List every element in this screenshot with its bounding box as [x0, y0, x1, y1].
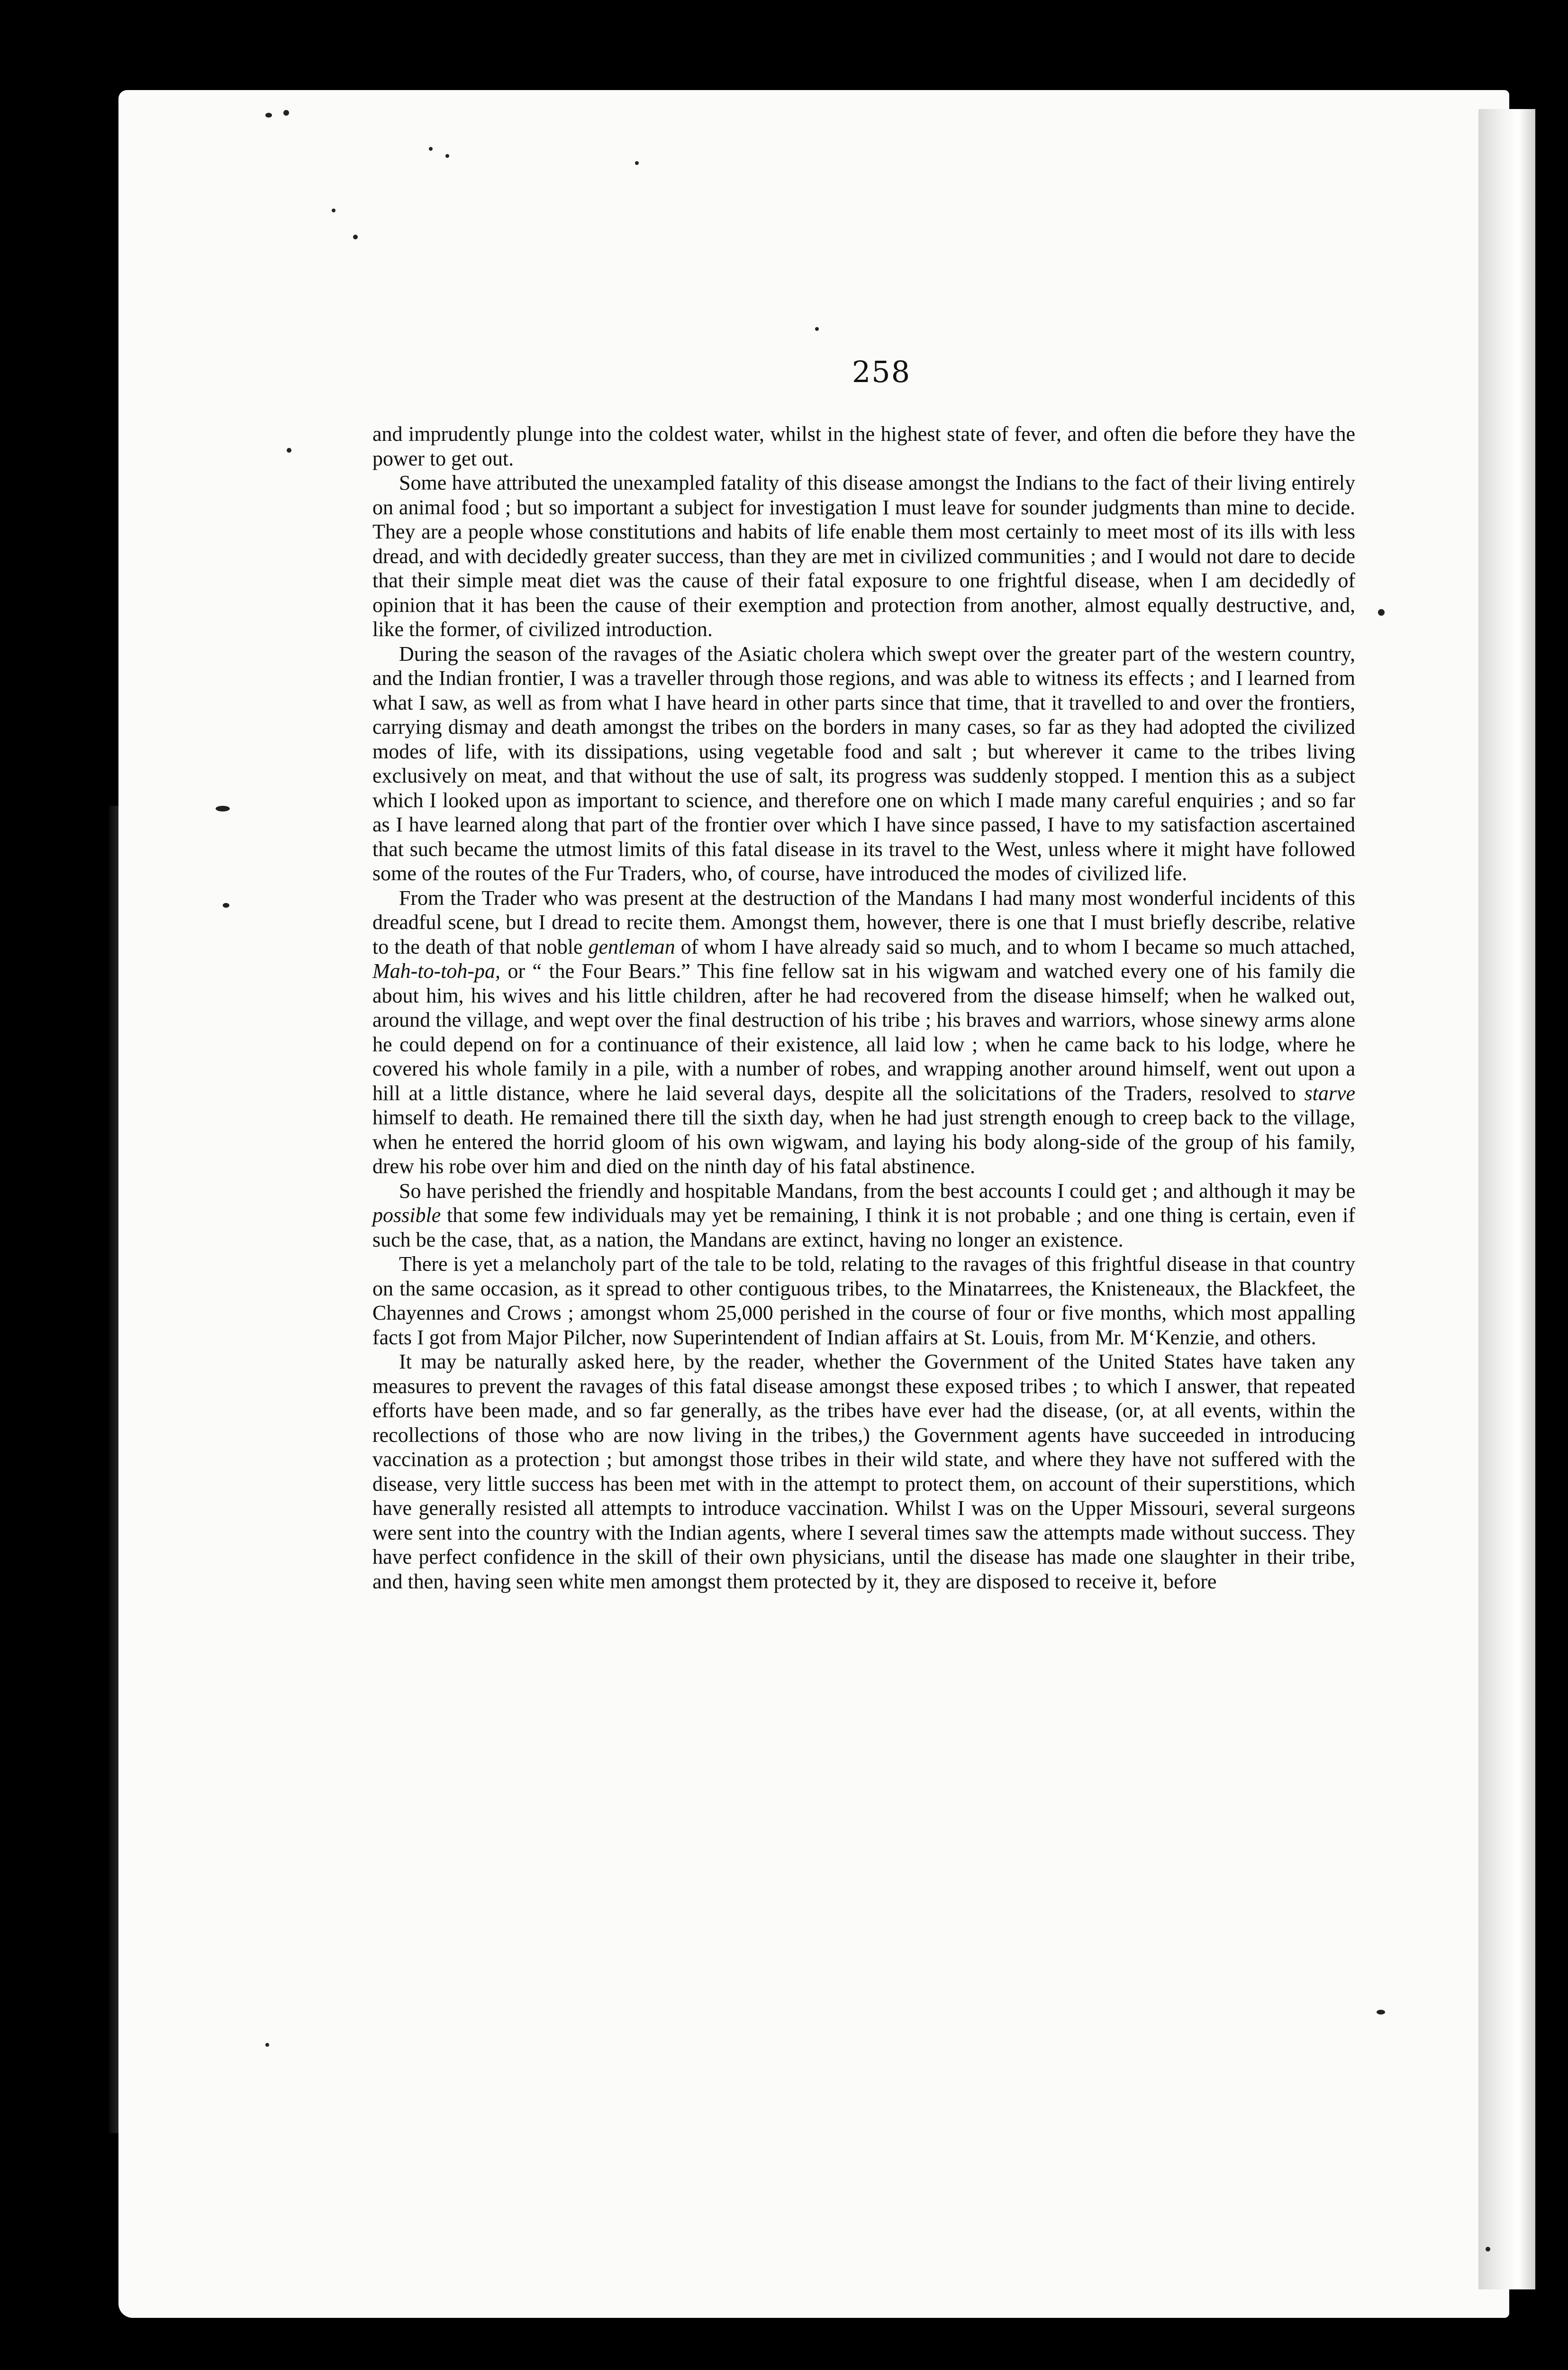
text-run: There is yet a melancholy part of the tale to be told, relating to the ravages of this frightful disease in that country on the same occasion, as it spread to other contiguous tribes, to the Minatarrees, the Knisteneaux, the Blackfeet, the Chayennes and Crows ; amongst whom 25,000 perished in the course of four or five months, which most appalling facts I got from Major Pilcher, now Superintendent of Indian affairs at St. Louis, from Mr. M‘Kenzie, and others.	[372, 1252, 1355, 1349]
scan-speck	[635, 161, 639, 165]
text-run: From the Trader who was present at the destruction of the Mandans I had many most wonderful incidents of this dreadful scene, but I dread to recite them. Amongst them, however, there is one that I must briefly describe, relative to the death of that noble	[372, 886, 1355, 958]
scan-speck	[1377, 2010, 1385, 2014]
paragraph	[372, 422, 1355, 471]
scan-speck	[223, 903, 229, 908]
scan-speck	[1378, 609, 1385, 616]
scan-speck	[353, 235, 358, 239]
scan-speck	[445, 154, 449, 158]
scan-speck	[1486, 2247, 1490, 2252]
text-run: and imprudently plunge into the coldest water, whilst in the highest state of fever, and often die before they have the power to get out.	[372, 422, 1355, 470]
text-run: himself to death. He remained there till the sixth day, when he had just strength enough to creep back to the village, when he entered the horrid gloom of his own wigwam, and laying his body along-side of the group of his family, drew his robe over him and died on the ninth day of his fatal abstinence.	[372, 1106, 1355, 1178]
text-run: Some have attributed the unexampled fatality of this disease amongst the Indians to the fact of their living entirely on animal food ; but so important a subject for investigation I must leave for sounder judgments than mine to decide. They are a people whose constitutions and habits of life enable them most certainly to meet most of its ills with less dread, and with decidedly greater success, than they are met in civilized communities ; and I would not dare to decide that their simple meat diet was the cause of their fatal exposure to one frightful disease, when I am decidedly of opinion that it has been the cause of their exemption and protection from another, almost equally destructive, and, like the former, of civilized introduction.	[372, 471, 1355, 641]
italic-text: gentleman	[588, 935, 675, 958]
scan-speck	[332, 209, 335, 212]
paragraph	[372, 1252, 1355, 1349]
scan-speck	[287, 448, 291, 453]
paragraph	[372, 1349, 1355, 1594]
paragraph	[372, 886, 1355, 1179]
paragraph	[372, 471, 1355, 642]
paragraph	[372, 1179, 1355, 1252]
scan-speck	[265, 2043, 269, 2047]
scan-speck	[283, 110, 289, 116]
text-run: So have perished the friendly and hospitable Mandans, from the best accounts I could get ; and although it may be	[399, 1179, 1355, 1203]
scan-speck	[265, 113, 272, 118]
page-fore-edge	[1478, 109, 1535, 2289]
italic-text: Mah-to-toh-pa,	[372, 959, 501, 983]
body-text	[372, 422, 1355, 2029]
scan-speck	[216, 806, 230, 811]
text-run: of whom I have already said so much, and to whom I became so much attached,	[675, 935, 1355, 958]
italic-text: starve	[1304, 1081, 1355, 1105]
paragraph	[372, 642, 1355, 886]
scan-speck	[815, 327, 819, 331]
text-run: or “ the Four Bears.” This fine fellow sat in his wigwam and watched every one of his family die about him, his wives and his little children, after he had recovered from the disease himself; when he walked out, around the village, and wept over the final destruction of his tribe ; his braves and warriors, whose sinewy arms alone he could depend on for a continuance of their existence, all laid low ; when he came back to his lodge, where he covered his whole family in a pile, with a number of robes, and wrapping another around himself, went out upon a hill at a little distance, where he laid several days, despite all the solicitations of the Traders, resolved to	[372, 959, 1355, 1105]
italic-text: possible	[372, 1203, 441, 1227]
scan-speck	[429, 147, 433, 151]
text-run: During the season of the ravages of the Asiatic cholera which swept over the greater part of the western country, and the Indian frontier, I was a traveller through those regions, and was able to witness its effects ; and I learned from what I saw, as well as from what I have heard in other parts since that time, that it travelled to and over the frontiers, carrying dismay and death amongst the tribes on the borders in many cases, so far as they had adopted the civilized modes of life, with its dissipations, using vegetable food and salt ; but wherever it came to the tribes living exclusively on meat, and that without the use of salt, its progress was suddenly stopped. I mention this as a subject which I looked upon as important to science, and therefore one on which I made many careful enquiries ; and so far as I have learned along that part of the frontier over which I have since passed, I have to my satisfaction ascertained that such became the utmost limits of this fatal disease in its travel to the West, unless where it might have followed some of the routes of the Fur Traders, who, of course, have introduced the modes of civilized life.	[372, 642, 1355, 885]
page-number: 258	[852, 355, 911, 389]
text-run: It may be naturally asked here, by the reader, whether the Government of the United States have taken any measures to prevent the ravages of this fatal disease amongst these exposed tribes ; to which I answer, that repeated efforts have been made, and so far generally, as the tribes have ever had the disease, (or, at all events, within the recollections of those who are now living in the tribes,) the Government agents have succeeded in introducing vaccination as a protection ; but amongst those tribes in their wild state, and where they have not suffered with the disease, very little success has been met with in the attempt to protect them, on account of their superstitions, which have generally resisted all attempts to introduce vaccination. Whilst I was on the Upper Missouri, several surgeons were sent into the country with the Indian agents, where I several times saw the attempts made without success. They have perfect confidence in the skill of their own physicians, until the disease has made one slaughter in their tribe, and then, having seen white men amongst them protected by it, they are disposed to receive it, before	[372, 1350, 1355, 1593]
text-run: that some few individuals may yet be remaining, I think it is not probable ; and one thing is certain, even if such be the case, that, as a nation, the Mandans are extinct, having no longer an existence.	[372, 1203, 1355, 1251]
